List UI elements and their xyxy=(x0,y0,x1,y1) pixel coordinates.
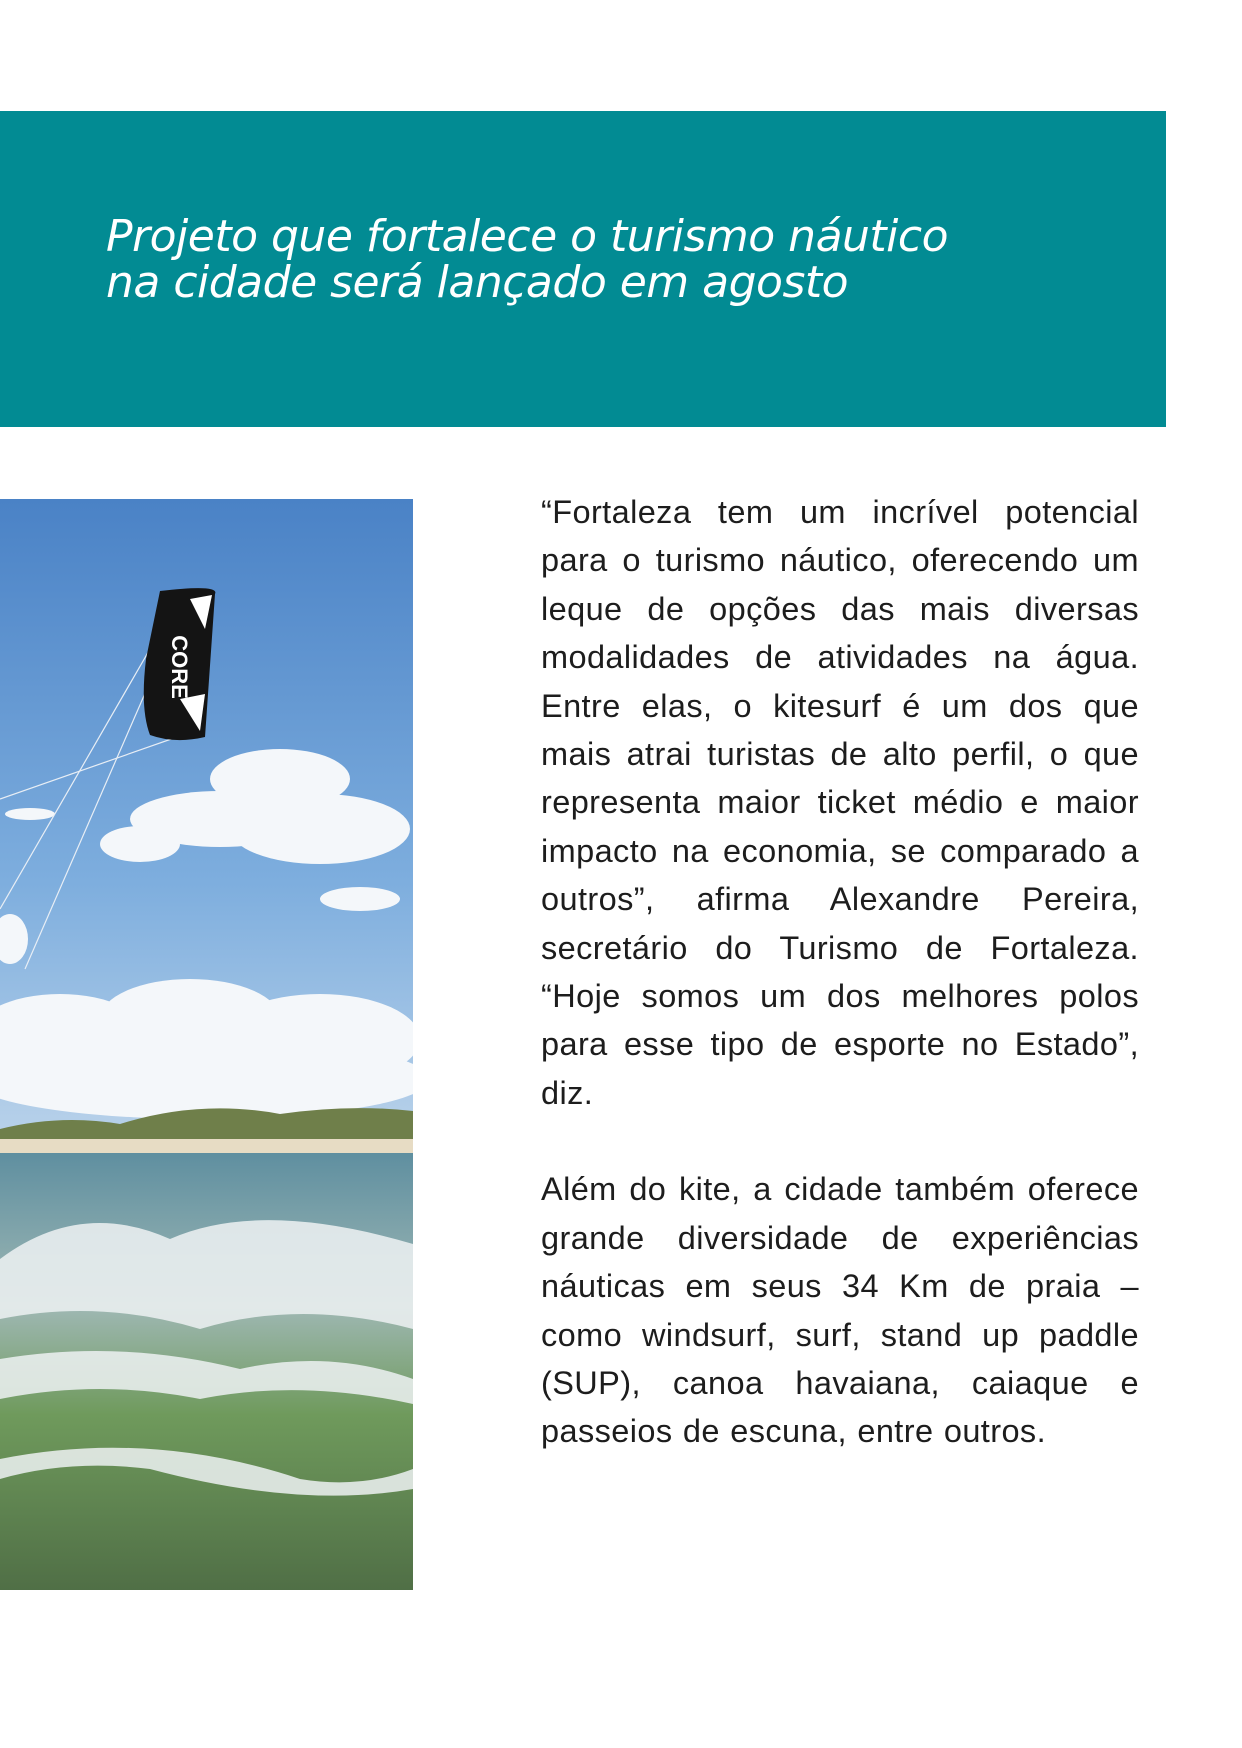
kite-brand: CORE xyxy=(167,635,192,699)
headline-line-2: na cidade será lançado em agosto xyxy=(106,257,849,308)
article-body xyxy=(541,488,1139,1504)
kitesurf-photo xyxy=(0,499,413,1590)
headline xyxy=(106,211,1106,308)
headline-line-1: Projeto que fortalece o turismo náutico xyxy=(106,211,949,262)
article-paragraph-1: “Fortaleza tem um incrível potencial para o turismo náutico, oferecendo um leque de opções das mais diversas modalidades de atividades na água. Entre elas, o kitesurf é um dos que mais atrai turistas de alto perfil, o que representa maior ticket médio e maior impacto na economia, se comparado a outros”, afirma Alexandre Pereira, secretário do Turismo de Fortaleza. “Hoje somos um dos melhores polos para esse tipo de esporte no Estado”, diz. xyxy=(541,494,1139,1111)
article-paragraph-2: Além do kite, a cidade também oferece grande diversidade de experiências náuticas em seus 34 Km de praia – como windsurf, surf, stand up paddle (SUP), canoa havaiana, caiaque e passeios de escuna, entre outros. xyxy=(541,1171,1139,1450)
